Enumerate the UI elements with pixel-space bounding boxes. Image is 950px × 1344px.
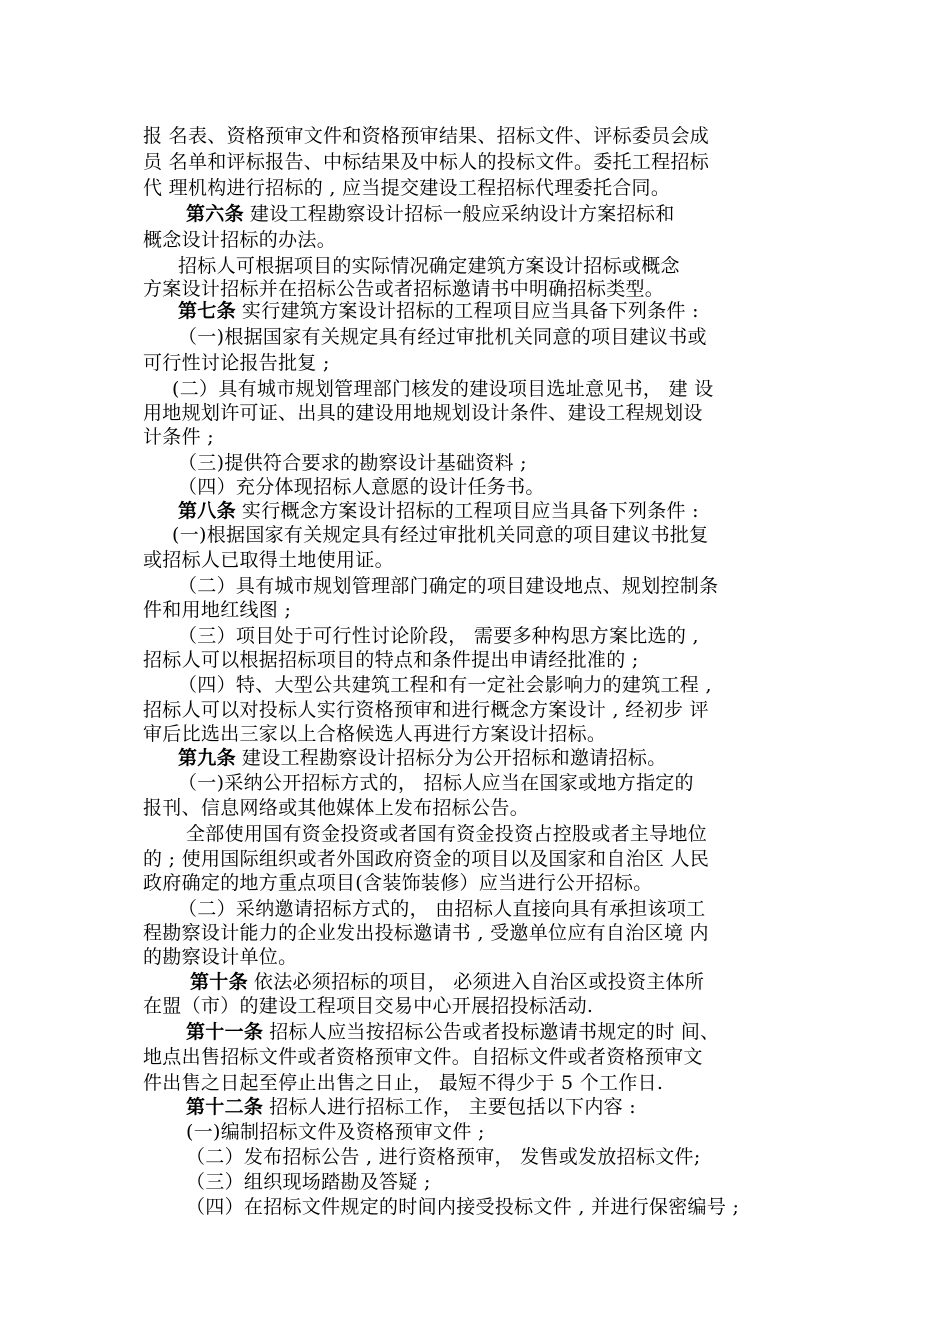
line-text: 计条件 ; [143,426,214,448]
line-text: 政府确定的地方重点项目(含装饰装修）应当进行公开招标。 [143,872,653,894]
line-text: 地点出售招标文件或者资格预审文件。自招标文件或者资格预审文 [143,1046,703,1068]
article-8-heading [178,499,699,523]
article-9-heading [178,746,667,770]
text-line [143,921,709,945]
text-line [143,722,606,746]
line-text: （三）组织现场踏勘及答疑 ; [186,1171,431,1193]
text-line [143,871,653,895]
text-line [143,548,394,572]
line-text: 招标人可根据项目的实际情况确定建筑方案设计招标或概念 [178,255,680,277]
article-number: 第七条 [178,300,236,322]
text-line [143,648,639,672]
line-text: 报 名表、资格预审文件和资格预审结果、招标文件、评标委员会成 [143,125,710,147]
text-line [178,574,718,598]
text-line [186,1120,485,1144]
line-text: 实行概念方案设计招标的工程项目应当具备下列条件 : [241,500,699,522]
line-text: 件和用地红线图 ; [143,599,292,621]
text-line [186,822,707,846]
text-line [143,425,214,449]
text-line [186,1170,431,1194]
line-text: (一)编制招标文件及资格预审文件 ; [186,1121,485,1143]
line-text: （一)根据国家有关规定具有经过审批机关同意的项目建议书或 [178,326,707,348]
line-text: 招标人应当按招标公告或者投标邀请书规定的时 间、 [269,1021,720,1043]
article-6-heading [186,202,675,226]
article-7-heading [178,299,699,323]
text-line [143,277,664,301]
line-text: （三)提供符合要求的勘察设计基础资料 ; [178,452,527,474]
text-line [143,351,330,375]
line-text: 依法必须招标的项目， 必须进入自治区或投资主体所 [253,971,705,993]
line-text: （二）具有城市规划管理部门确定的项目建设地点、规划控制条 [178,575,719,597]
text-line [178,254,680,278]
text-line [178,325,707,349]
text-line [143,1045,703,1069]
line-text: 用地规划许可证、出具的建设用地规划设计条件、建设工程规划设 [143,402,703,424]
text-line [186,1195,739,1219]
line-text: (二）具有城市规划管理部门核发的建设项目选址意见书， 建 设 [172,378,714,400]
line-text: 方案设计招标并在招标公告或者招标邀请书中明确招标类型。 [143,278,665,300]
line-text: 建设工程勘察设计招标分为公开招标和邀请招标。 [241,747,667,769]
line-text: 全部使用国有资金投资或者国有资金投资占控股或者主导地位 [186,823,708,845]
text-line [178,771,694,795]
article-number: 第十条 [190,971,248,993]
line-text: 在盟（市）的建设工程项目交易中心开展招投标活动. [143,995,594,1017]
line-text: 实行建筑方案设计招标的工程项目应当具备下列条件 : [241,300,699,322]
line-text: 的勘察设计单位。 [143,946,298,968]
line-text: 员 名单和评标报告、中标结果及中标人的投标文件。委托工程招标 [143,151,710,173]
text-line [143,698,709,722]
article-number: 第十二条 [186,1096,264,1118]
line-text: 件出售之日起至停止出售之日止， 最短不得少于 5 个工作日. [143,1072,664,1094]
text-line [143,1071,663,1095]
line-text: 程勘察设计能力的企业发出投标邀请书 , 受邀单位应有自治区境 内 [143,922,709,944]
line-text: （四）特、大型公共建筑工程和有一定社会影响力的建筑工程 , [178,674,712,696]
line-text: （一)采纳公开招标方式的， 招标人应当在国家或地方指定的 [178,772,694,794]
text-line [143,228,336,252]
text-line [186,1145,701,1169]
article-number: 第六条 [186,203,244,225]
line-text: （四）在招标文件规定的时间内接受投标文件 , 并进行保密编号 ; [186,1196,740,1218]
line-text: 或招标人已取得土地使用证。 [143,549,394,571]
article-12-heading [186,1095,636,1119]
text-line [172,377,714,401]
line-text: 招标人可以根据招标项目的特点和条件提出申请经批准的 ; [143,649,639,671]
text-line [172,523,709,547]
article-10-heading [190,970,704,994]
line-text: （二）采纳邀请招标方式的， 由招标人直接向具有承担该项工 [178,898,706,920]
text-line [143,598,291,622]
text-line [178,624,699,648]
text-line [143,945,297,969]
article-number: 第八条 [178,500,236,522]
line-text: 建设工程勘察设计招标一般应采纳设计方案招标和 [249,203,675,225]
text-line [143,150,709,174]
line-text: 审后比选出三家以上合格候选人再进行方案设计招标。 [143,723,607,745]
line-text: (一)根据国家有关规定具有经过审批机关同意的项目建议书批复 [172,524,709,546]
text-line [143,176,670,200]
line-text: 的 ; 使用国际组织或者外国政府资金的项目以及国家和自治区 人民 [143,848,710,870]
line-text: 代 理机构进行招标的 , 应当提交建设工程招标代理委托合同。 [143,177,671,199]
text-line [178,451,527,475]
article-number: 第九条 [178,747,236,769]
text-line [143,796,529,820]
line-text: （二）发布招标公告 , 进行资格预审， 发售或发放招标文件; [186,1146,701,1168]
text-line [178,475,545,499]
line-text: 可行性讨论报告批复 ; [143,352,330,374]
line-text: 概念设计招标的办法。 [143,229,337,251]
text-line [143,994,593,1018]
article-11-heading [186,1020,719,1044]
text-line [143,124,709,148]
line-text: 招标人可以对投标人实行资格预审和进行概念方案设计 , 经初步 评 [143,699,709,721]
line-text: （四）充分体现招标人意愿的设计任务书。 [178,476,545,498]
text-line [143,401,703,425]
line-text: 招标人进行招标工作， 主要包括以下内容 : [269,1096,636,1118]
line-text: 报刊、信息网络或其他媒体上发布招标公告。 [143,797,530,819]
article-number: 第十一条 [186,1021,264,1043]
line-text: （三）项目处于可行性讨论阶段， 需要多种构思方案比选的 , [178,625,699,647]
text-line [178,673,712,697]
text-line [178,897,705,921]
text-line [143,847,709,871]
